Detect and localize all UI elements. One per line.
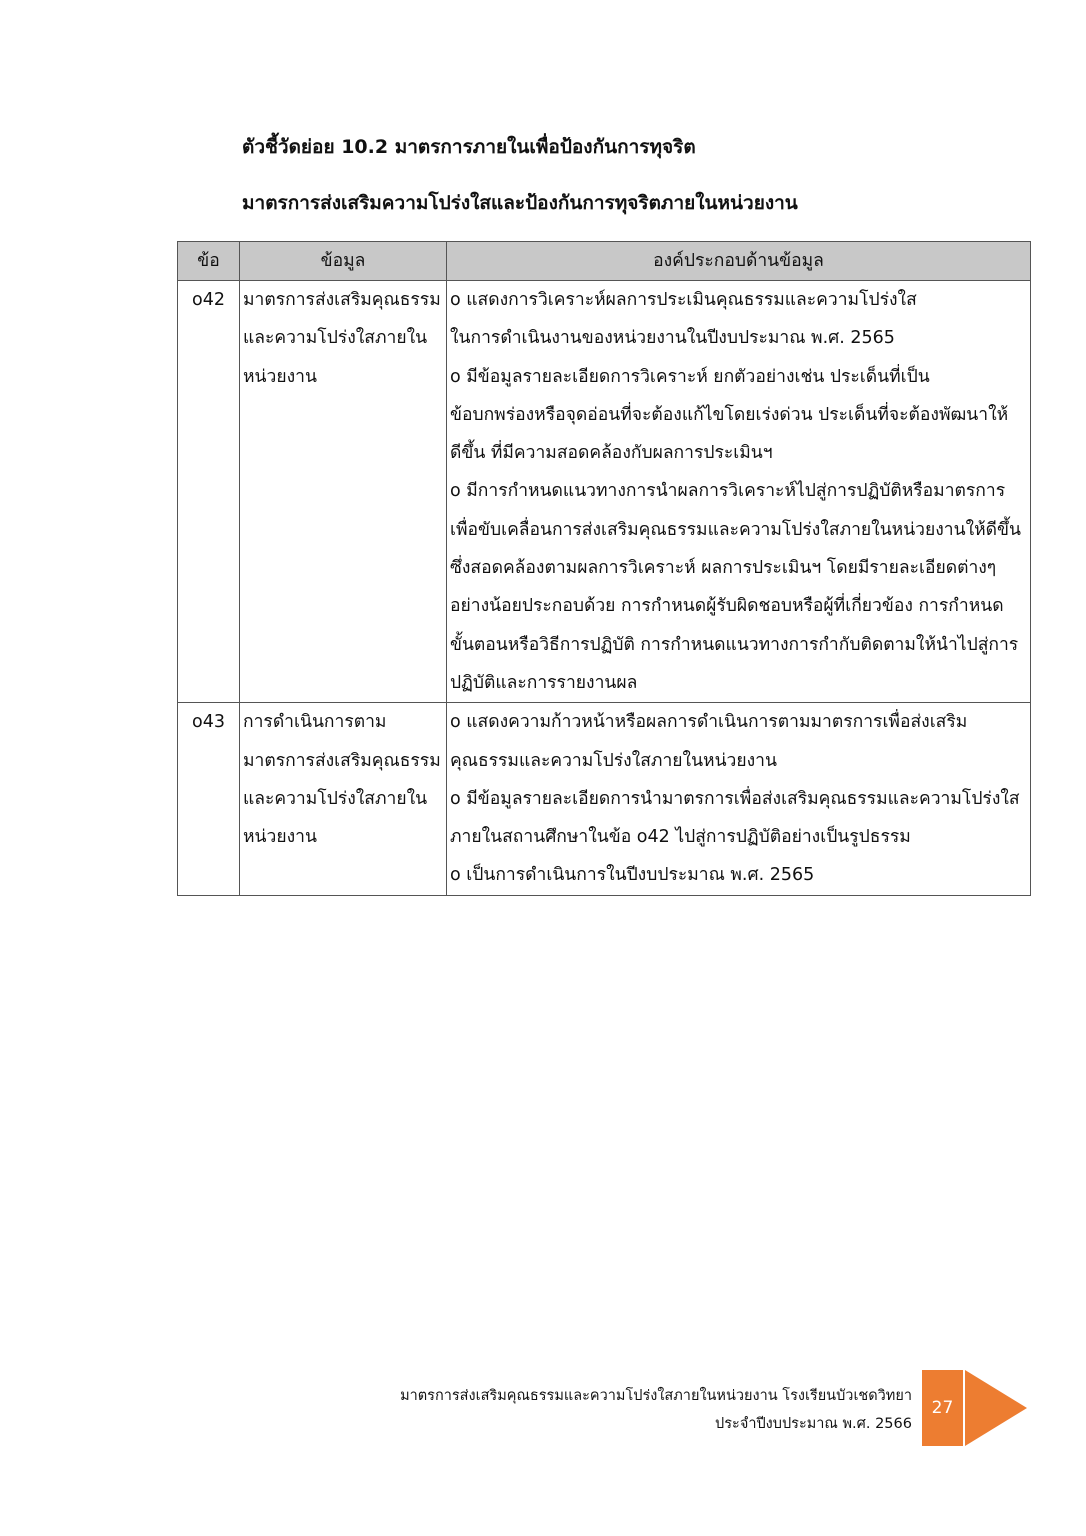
component-line: เพื่อขับเคลื่อนการส่งเสริมคุณธรรมและความโปร่งใสภายในหน่วยงานให้ดีขึ้น xyxy=(450,519,1021,540)
information-line: และความโปร่งใสภายใน xyxy=(243,328,428,349)
information-cell xyxy=(240,281,447,703)
components-cell xyxy=(447,703,1031,895)
component-line: ดีขึ้น ที่มีความสอดคล้องกับผลการประเมินฯ xyxy=(450,443,773,464)
component-line: ขั้นตอนหรือวิธีการปฏิบัติ การกำหนดแนวทางการกำกับติดตามให้นำไปสู่การ xyxy=(450,634,1019,655)
footer-document-title: มาตรการส่งเสริมคุณธรรมและความโปร่งใสภายในหน่วยงาน โรงเรียนบัวเชดวิทยา xyxy=(400,1388,912,1404)
item-number-cell: o43 xyxy=(178,703,240,895)
information-line: มาตรการส่งเสริมคุณธรรม xyxy=(243,290,441,310)
information-line: การดำเนินการตาม xyxy=(243,712,387,733)
table-row xyxy=(178,281,1031,703)
header-item-number: ข้อ xyxy=(178,242,240,281)
page-number-box xyxy=(922,1370,963,1446)
item-number-cell: o42 xyxy=(178,281,240,703)
information-cell xyxy=(240,703,447,895)
table-row xyxy=(178,703,1031,895)
component-line: ข้อบกพร่องหรือจุดอ่อนที่จะต้องแก้ไขโดยเร่งด่วน ประเด็นที่จะต้องพัฒนาให้ xyxy=(450,404,1009,425)
sub-indicator-heading: ตัวชี้วัดย่อย 10.2 มาตรการภายในเพื่อป้องกันการทุจริต xyxy=(242,136,696,158)
component-line: ซึ่งสอดคล้องตามผลการวิเคราะห์ ผลการประเมินฯ โดยมีรายละเอียดต่างๆ xyxy=(450,558,997,579)
component-line: o เป็นการดำเนินการในปีงบประมาณ พ.ศ. 2565 xyxy=(450,865,815,886)
component-line: ภายในสถานศึกษาในข้อ o42 ไปสู่การปฏิบัติอย่างเป็นรูปธรรม xyxy=(450,827,911,848)
component-line: คุณธรรมและความโปร่งใสภายในหน่วยงาน xyxy=(450,750,777,771)
information-line: หน่วยงาน xyxy=(243,827,317,848)
page-number: 27 xyxy=(931,1398,954,1418)
measure-title-heading: มาตรการส่งเสริมความโปร่งใสและป้องกันการทุจริตภายในหน่วยงาน xyxy=(242,192,798,214)
component-line: o แสดงความก้าวหน้าหรือผลการดำเนินการตามมาตรการเพื่อส่งเสริม xyxy=(450,712,968,733)
component-line: o แสดงการวิเคราะห์ผลการประเมินคุณธรรมและความโปร่งใส xyxy=(450,290,917,310)
indicator-table xyxy=(177,241,1031,896)
component-line: o มีข้อมูลรายละเอียดการนำมาตรการเพื่อส่งเสริมคุณธรรมและความโปร่งใส xyxy=(450,788,1020,809)
information-line: หน่วยงาน xyxy=(243,366,317,387)
component-line: อย่างน้อยประกอบด้วย การกำหนดผู้รับผิดชอบหรือผู้ที่เกี่ยวข้อง การกำหนด xyxy=(450,596,1004,617)
header-information: ข้อมูล xyxy=(240,242,447,281)
component-line: o มีการกำหนดแนวทางการนำผลการวิเคราะห์ไปสู่การปฏิบัติหรือมาตรการ xyxy=(450,481,1006,502)
components-cell xyxy=(447,281,1031,703)
table-header-row xyxy=(178,242,1031,281)
footer-fiscal-year: ประจำปีงบประมาณ พ.ศ. 2566 xyxy=(715,1416,912,1432)
header-information-components: องค์ประกอบด้านข้อมูล xyxy=(447,242,1031,281)
component-line: ในการดำเนินงานของหน่วยงานในปีงบประมาณ พ.ศ. 2565 xyxy=(450,328,895,349)
next-arrow-icon xyxy=(965,1370,1027,1446)
component-line: o มีข้อมูลรายละเอียดการวิเคราะห์ ยกตัวอย่างเช่น ประเด็นที่เป็น xyxy=(450,366,930,387)
information-line: และความโปร่งใสภายใน xyxy=(243,788,428,809)
component-line: ปฏิบัติและการรายงานผล xyxy=(450,672,638,693)
information-line: มาตรการส่งเสริมคุณธรรม xyxy=(243,750,441,771)
